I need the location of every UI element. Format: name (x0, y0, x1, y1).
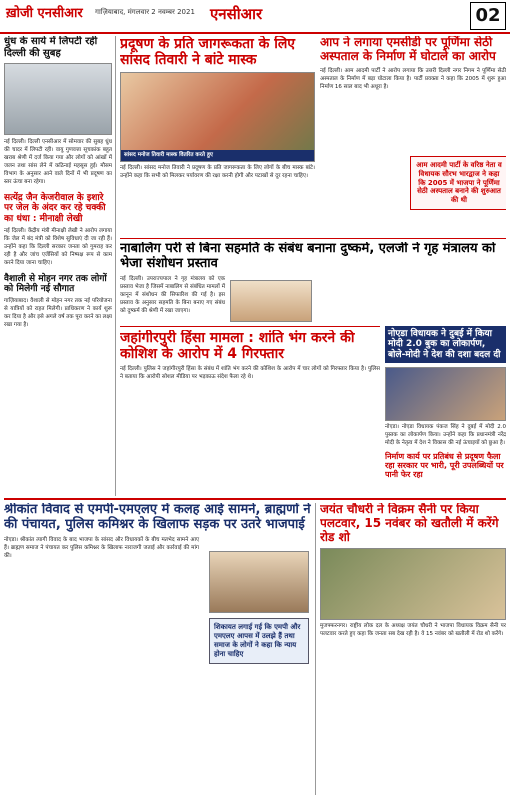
tiwari-photo (120, 72, 315, 162)
jahangirpuri-headline: जहांगीरपुरी हिंसा मामला : शांति भंग करने की कोशिश के आरोप में 4 गिरफ्तार (120, 330, 355, 363)
right-column (320, 36, 506, 236)
smog-photo (4, 63, 112, 135)
column-divider (115, 36, 116, 496)
bottom-section-rule (4, 498, 506, 500)
section-rule-2 (120, 326, 380, 327)
shrikant-article-text: नोएडा। श्रीकांत त्यागी विवाद के बाद भाजपा के सांसद और विधायकों के बीच मतभेद सामने आए हैं। ब्राह्मण समाज ने पंचायत कर पुलिस कमिश्नर के खिलाफ नाराजगी जताई और कार्रवाई की मांग की। (4, 536, 199, 559)
noida-headline: नोएडा विधायक ने दुबई में किया मोदी 2.0 बुक का लोकार्पण, बोले-मोदी ने देश की दशा बदल दी (385, 326, 506, 363)
aap-article-text: नई दिल्ली। आम आदमी पार्टी ने आरोप लगाया कि उत्तरी दिल्ली नगर निगम ने पूर्णिमा सेठी अस्पताल के निर्माण में बड़ा घोटाला किया है। पार्टी प्रवक्ता ने कहा कि 2005 में शुरू हुआ निर्माण 16 साल बाद भी अधूरा है। (320, 67, 506, 90)
tiwari-article-text: नई दिल्ली। सांसद मनोज तिवारी ने प्रदूषण के प्रति जागरूकता के लिए लोगों के बीच मास्क बांटे। उन्होंने कहा कि सभी को मिलकर पर्यावरण की रक्षा करनी होगी और पटाखों से दूर रहना चाहिए। (120, 165, 315, 180)
lead-photo (230, 280, 312, 322)
jayant-headline: जयंत चौधरी ने विक्रम सैनी पर किया पलटवार, 15 नवंबर को खतौली में करेंगे रोड शो (320, 503, 499, 544)
masthead (0, 0, 510, 34)
jahangirpuri-story (120, 330, 380, 495)
smog-headline: धुंध के साये में लिपटी रही दिल्ली की सुबह (4, 36, 98, 59)
noida-story (385, 326, 506, 496)
noida-photo (385, 367, 506, 421)
masthead-dateline: गाज़ियाबाद, मंगलवार 2 नवम्बर 2021 (95, 8, 195, 16)
aap-headline: आप ने लगाया एमसीडी पर पूर्णिमा सेठी अस्पताल के निर्माण में घोटाले का आरोप (320, 36, 496, 63)
shrikant-headline: श्रीकांत विवाद से एमपी-एमएलए में कलह आई सामने, ब्राह्मणों ने की पंचायत, पुलिस कमिश्नर के खिलाफ सड़क पर उतरे भाजपाई (4, 503, 311, 532)
smog-article-text: नई दिल्ली। दिल्ली एनसीआर में सोमवार की सुबह धुंध की चादर में लिपटी रही। वायु गुणवत्ता सूचकांक बहुत खराब श्रेणी में दर्ज किया गया और लोगों को आंखों में जलन तथा सांस लेने में कठिनाई महसूस हुई। मौसम विभाग के अनुसार आने वाले दिनों में भी प्रदूषण का स्तर ऊंचा बना रहेगा। (4, 139, 112, 185)
satyendra-article-text: नई दिल्ली। केंद्रीय मंत्री मीनाक्षी लेखी ने आरोप लगाया कि जेल में बंद मंत्री को विशेष सुविधाएं दी जा रही हैं। उन्होंने कहा कि दिल्ली सरकार जनता को गुमराह कर रही है और जांच एजेंसियों को निष्पक्ष रूप से काम करने दिया जाना चाहिए। (4, 227, 112, 266)
page-number: 02 (470, 2, 506, 30)
masthead-brand: ख़ोजी एनसीआर (6, 6, 83, 21)
jahangirpuri-article-text: नई दिल्ली। पुलिस ने जहांगीरपुरी हिंसा के संबंध में शांति भंग करने की कोशिश के आरोप में चार लोगों को गिरफ्तार किया है। पुलिस ने बताया कि आरोपी सोशल मीडिया पर भड़काऊ संदेश फैला रहे थे। (120, 366, 380, 381)
lead-headline: नाबालिग परी से बिना सहमति के संबंध बनाना दुष्कर्म, एलजी ने गृह मंत्रालय को भेजा संशोधन प्रस्ताव (120, 242, 496, 271)
shrikant-photo (209, 551, 309, 613)
left-column (4, 36, 112, 496)
construction-headline: निर्माण कार्य पर प्रतिबंध से प्रदूषण फैला रहा सरकार पर भारी, पूरी उपलब्धियों पर पानी फेर रहा (385, 451, 504, 480)
aap-callout: आम आदमी पार्टी के वरिष्ठ नेता व विधायक सौरभ भारद्वाज ने कहा कि 2005 में भाजपा ने पूर्णिमा सेठी अस्पताल बनाने की शुरुआत की थी (410, 156, 506, 210)
noida-article-text: नोएडा। नोएडा विधायक पंकज सिंह ने दुबई में मोदी 2.0 पुस्तक का लोकार्पण किया। उन्होंने कहा कि प्रधानमंत्री नरेंद्र मोदी के नेतृत्व में देश ने विकास की नई ऊंचाइयों को छुआ है। (385, 424, 506, 446)
satyendra-headline: सत्येंद्र जैन केजरीवाल के इशारे पर जेल के अंदर कर रहे चक्की का धंधा : मीनाक्षी लेखी (4, 192, 106, 224)
bottom-column-divider (315, 503, 316, 795)
section-title: एनसीआर (210, 5, 263, 23)
tiwari-photo-caption: सांसद मनोज तिवारी मास्क वितरित करते हुए (121, 150, 314, 161)
jayant-photo (320, 548, 506, 620)
vaishali-article-text: गाज़ियाबाद। वैशाली से मोहन नगर तक नई परियोजना से यात्रियों को राहत मिलेगी। प्राधिकरण ने कार्य शुरू कर दिया है और इसे अगले वर्ष तक पूरा करने का लक्ष्य रखा गया है। (4, 298, 112, 329)
center-column (120, 36, 315, 236)
shrikant-story (4, 503, 312, 795)
lead-story (120, 242, 506, 322)
lead-article-text: नई दिल्ली। उपराज्यपाल ने गृह मंत्रालय को एक प्रस्ताव भेजा है जिसमें नाबालिग से संबंधित मामलों में कानून में संशोधन की सिफारिश की गई है। इस प्रस्ताव के अनुसार सहमति के बिना बनाए गए संबंध को दुष्कर्म की श्रेणी में रखा जाएगा। (120, 275, 225, 314)
jayant-story (320, 503, 506, 795)
jayant-article-text: मुजफ्फरनगर। राष्ट्रीय लोक दल के अध्यक्ष जयंत चौधरी ने भाजपा विधायक विक्रम सैनी पर पलटवार करते हुए कहा कि जनता सब देख रही है। वे 15 नवंबर को खतौली में रोड शो करेंगे। (320, 623, 506, 638)
tiwari-headline: प्रदूषण के प्रति जागरूकता के लिए सांसद तिवारी ने बांटे मास्क (120, 36, 296, 69)
section-rule (120, 238, 506, 239)
vaishali-headline: वैशाली से मोहन नगर तक लोगों को मिलेगी नई सौगात (4, 273, 107, 295)
shrikant-pull-quote: शिकायत लगाई गई कि एमपी और एमएलए आपस में उलझे हैं तथा समाज के लोगों ने कहा कि न्याय होना चाहिए (209, 618, 309, 664)
